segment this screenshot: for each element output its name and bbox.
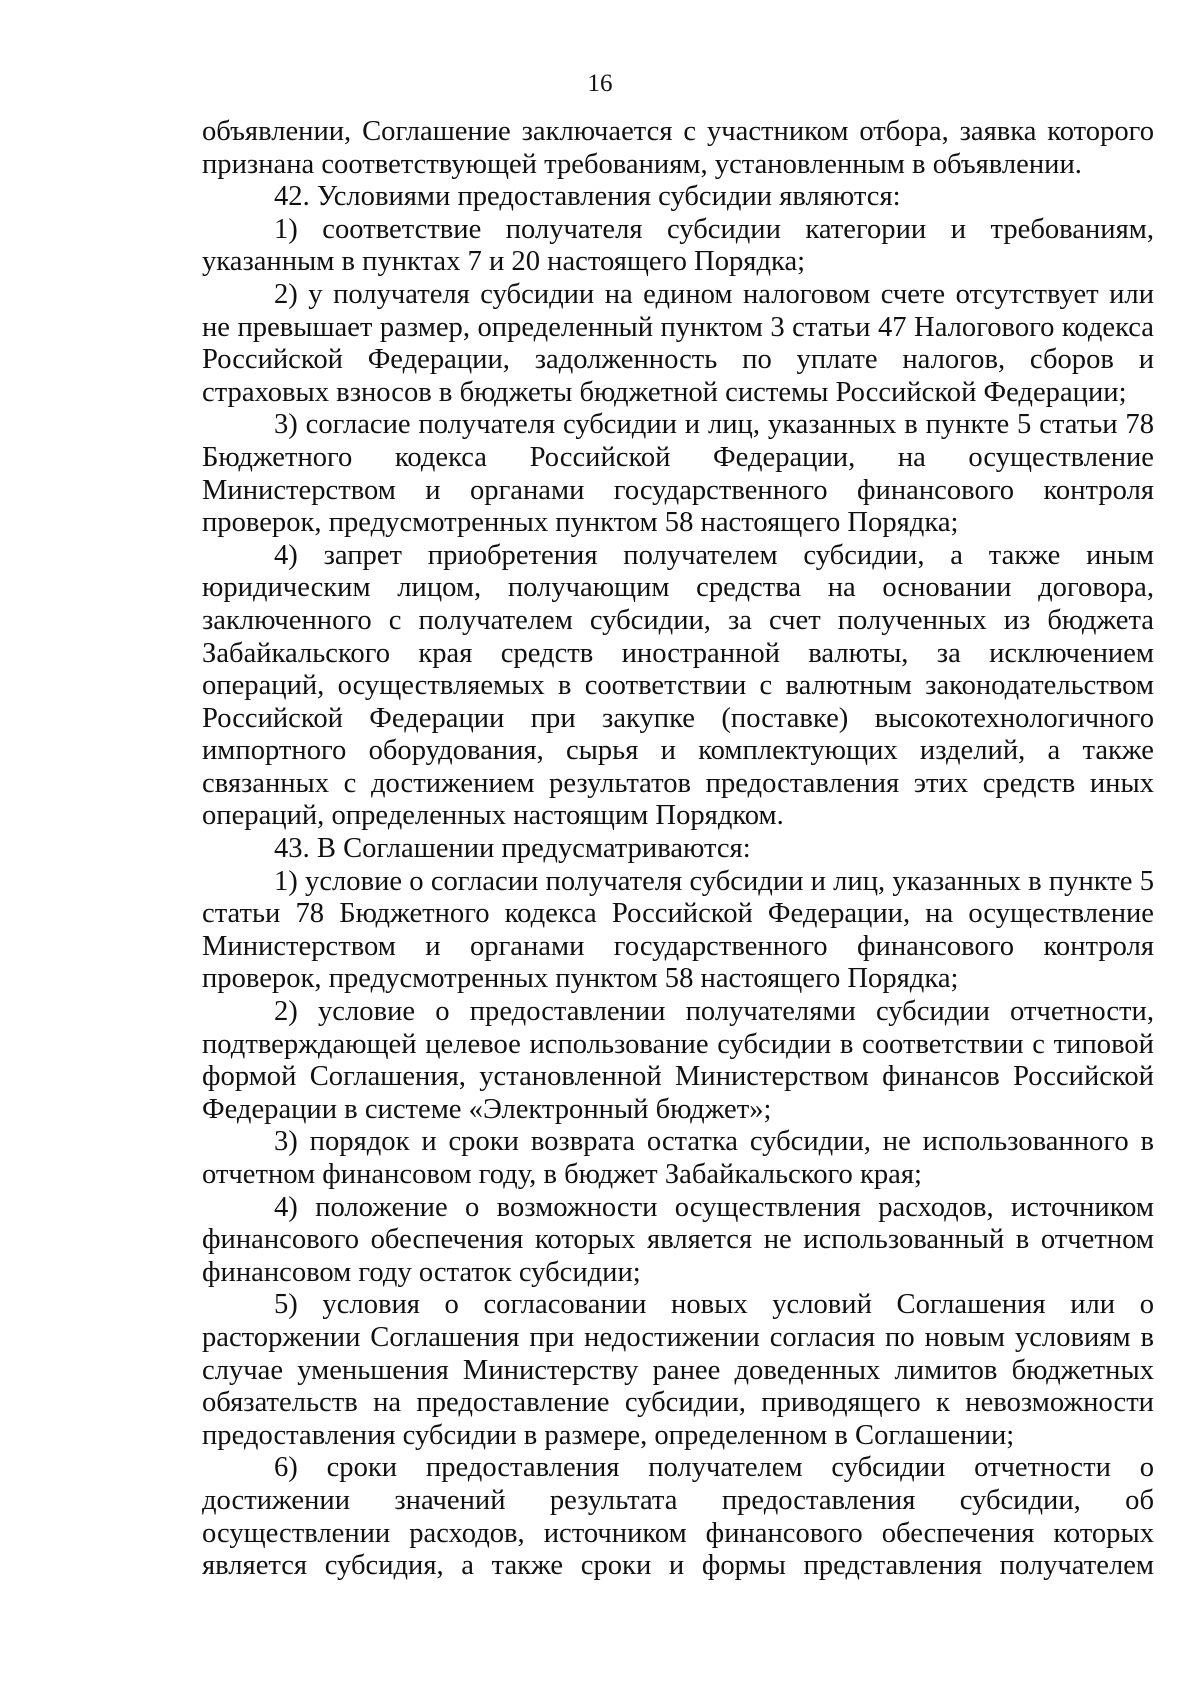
clause-43-item-3: 3) порядок и сроки возврата остатка субсидии, не использованного в отчетном финансовом году, в бюджет Забайкальского края;	[202, 1126, 1154, 1190]
page-number: 16	[587, 70, 613, 97]
clause-42-item-4: 4) запрет приобретения получателем субсидии, а также иным юридическим лицом, получающим средства на основании договора, заключенного с получателем субсидии, за счет полученных из бюджета Забайкальского края средств иностранной валюты, за исключением операций, осуществляемых в соответствии с валютным законодательством Российской Федерации при закупке (поставке) высокотехнологичного импортного оборудования, сырья и комплектующих изделий, а также связанных с достижением результатов предоставления этих средств иных операций, определенных настоящим Порядком.	[202, 539, 1154, 832]
clause-43-item-5: 5) условия о согласовании новых условий Соглашения или о расторжении Соглашения при недостижении согласия по новым условиям в случае уменьшения Министерству ранее доведенных лимитов бюджетных обязательств на предоставление субсидии, приводящего к невозможности предоставления субсидии в размере, определенном в Соглашении;	[202, 1289, 1154, 1451]
clause-42-heading: 42. Условиями предоставления субсидии являются:	[274, 181, 901, 213]
clause-43-item-4: 4) положение о возможности осуществления расходов, источником финансового обеспечения которых является не использованный в отчетном финансовом году остаток субсидии;	[202, 1191, 1154, 1288]
clause-42-item-1: 1) соответствие получателя субсидии категории и требованиям, указанным в пунктах 7 и 20 настоящего Порядка;	[202, 213, 1154, 278]
clause-42-item-3: 3) согласие получателя субсидии и лиц, указанных в пункте 5 статьи 78 Бюджетного кодекса Российской Федерации, на осуществление Министерством и органами государственного финансового контроля проверок, предусмотренных пунктом 58 настоящего Порядка;	[202, 409, 1154, 539]
clause-43-item-2: 2) условие о предоставлении получателями субсидии отчетности, подтверждающей целевое использование субсидии в соответствии с типовой формой Соглашения, установленной Министерством финансов Российской Федерации в системе «Электронный бюджет»;	[202, 996, 1154, 1125]
clause-43-item-6: 6) сроки предоставления получателем субсидии отчетности о достижении значений результата предоставления субсидии, об осуществлении расходов, источником финансового обеспечения которых является субсидия, а также сроки и формы представления получателем	[202, 1452, 1154, 1582]
document-body	[202, 116, 1154, 1583]
clause-42-item-2: 2) у получателя субсидии на едином налоговом счете отсутствует или не превышает размер, определенный пунктом 3 статьи 47 Налогового кодекса Российской Федерации, задолженность по уплате налогов, сборов и страховых взносов в бюджеты бюджетной системы Российской Федерации;	[202, 278, 1154, 408]
clause-43-heading: 43. В Соглашении предусматриваются:	[274, 833, 751, 865]
clause-43-item-1: 1) условие о согласии получателя субсидии и лиц, указанных в пункте 5 статьи 78 Бюджетного кодекса Российской Федерации, на осуществление Министерством и органами государственного финансового контроля проверок, предусмотренных пунктом 58 настоящего Порядка;	[202, 865, 1154, 995]
paragraph-continuation: объявлении, Соглашение заключается с участником отбора, заявка которого признана соответствующей требованиям, установленным в объявлении.	[202, 116, 1154, 180]
